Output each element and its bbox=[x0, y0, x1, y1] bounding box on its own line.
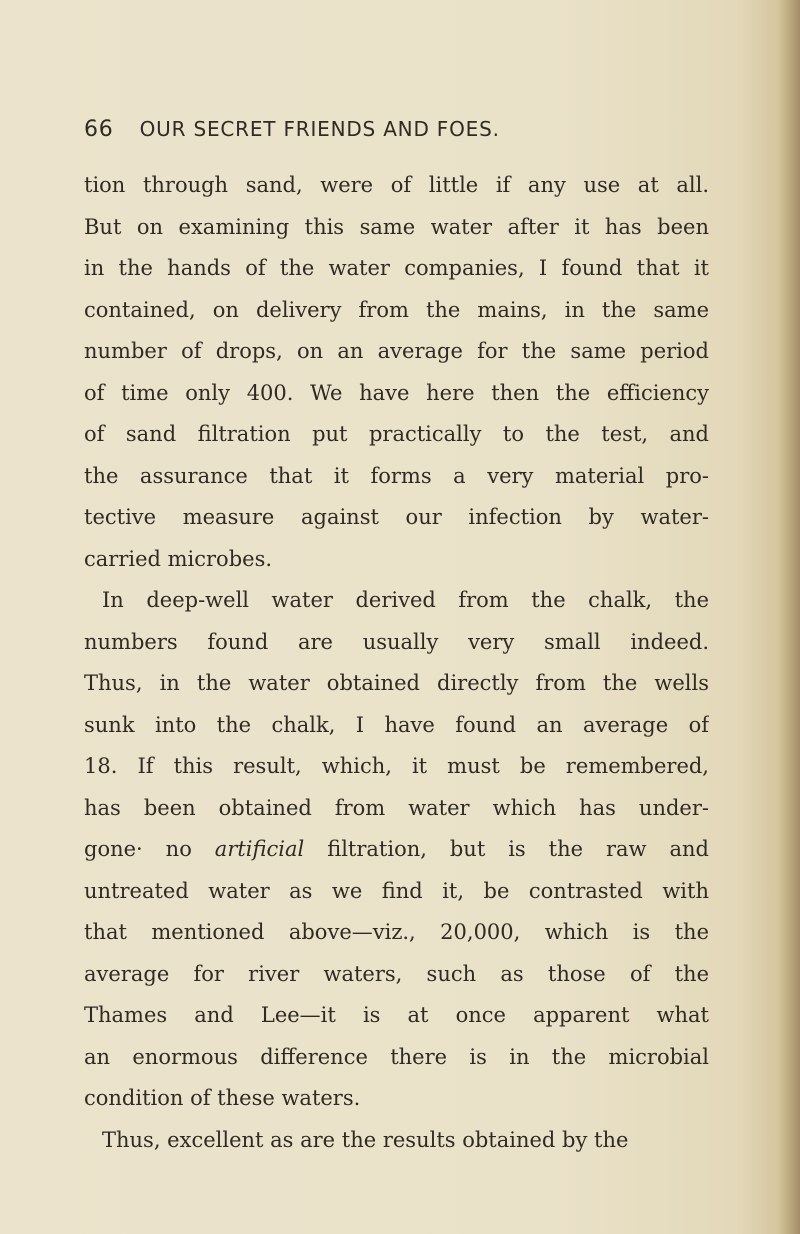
italic-word: artificial bbox=[214, 837, 305, 861]
text-line: of sand filtration put practically to the test, and bbox=[84, 422, 709, 446]
text-line: Thus, excellent as are the results obtained by the bbox=[102, 1127, 629, 1152]
text-line: Thames and Lee—it is at once apparent what bbox=[84, 1003, 709, 1027]
text-line-with-italic bbox=[84, 829, 709, 871]
text-line: has been obtained from water which has under- bbox=[84, 795, 709, 820]
text-segment: gone· no bbox=[84, 837, 192, 861]
text-line: in the hands of the water companies, I found that it bbox=[84, 256, 709, 280]
page-number: 66 bbox=[84, 116, 114, 142]
text-line: contained, on delivery from the mains, in the same bbox=[84, 297, 709, 322]
text-line: average for river waters, such as those of the bbox=[84, 961, 709, 986]
text-line: Thus, in the water obtained directly from the wells bbox=[84, 671, 709, 695]
text-line: the assurance that it forms a very material pro- bbox=[84, 463, 709, 488]
text-line: numbers found are usually very small indeed. bbox=[84, 629, 709, 654]
body-text bbox=[84, 165, 709, 1161]
text-line: an enormous difference there is in the microbial bbox=[84, 1044, 709, 1069]
text-line: of time only 400. We have here then the efficiency bbox=[84, 380, 709, 405]
page-header bbox=[84, 112, 704, 146]
text-line: number of drops, on an average for the same period bbox=[84, 339, 709, 363]
text-line: tective measure against our infection by water- bbox=[84, 505, 709, 529]
page-edge-shadow bbox=[778, 0, 800, 1234]
text-line: that mentioned above—viz., 20,000, which is the bbox=[84, 920, 709, 944]
text-line: tion through sand, were of little if any use at all. bbox=[84, 173, 709, 197]
text-segment: filtration, but is the raw and bbox=[327, 837, 709, 861]
text-line: carried microbes. bbox=[84, 546, 273, 571]
text-line: untreated water as we find it, be contrasted with bbox=[84, 878, 709, 903]
text-line: 18. If this result, which, it must be remembered, bbox=[84, 754, 709, 778]
text-line: condition of these waters. bbox=[84, 1086, 361, 1110]
running-head: OUR SECRET FRIENDS AND FOES. bbox=[139, 117, 500, 141]
text-line: sunk into the chalk, I have found an average of bbox=[84, 712, 709, 737]
text-line: But on examining this same water after it has been bbox=[84, 214, 709, 239]
text-line: In deep-well water derived from the chalk, the bbox=[102, 588, 709, 612]
